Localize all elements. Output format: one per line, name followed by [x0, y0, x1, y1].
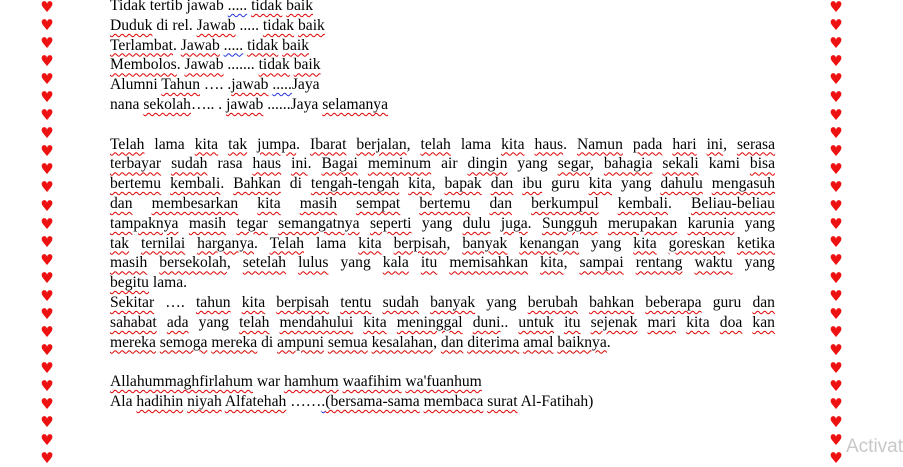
- heart-icon: ♥: [40, 358, 54, 377]
- paragraph-1: [110, 135, 775, 293]
- heart-icon: ♥: [829, 70, 843, 89]
- heart-icon: ♥: [40, 268, 54, 287]
- spelling-flag: bersekolah: [159, 254, 227, 272]
- heart-icon: ♥: [829, 232, 843, 251]
- text-line: tak ternilai harganya. Telah lama kita berpisah, banyak kenangan yang kita goreskan ketika: [110, 234, 776, 252]
- spelling-flag: memisahkan: [449, 254, 529, 272]
- heart-icon: ♥: [829, 160, 843, 179]
- spelling-flag: jawab: [226, 95, 264, 113]
- spelling-flag: ada: [166, 313, 189, 331]
- text-line: Alumni Tahun …. .jawab .....Jaya: [110, 76, 320, 94]
- grammar-flag: .....: [223, 36, 244, 54]
- spelling-flag: Duduk: [110, 16, 153, 34]
- spelling-flag: kembali: [170, 175, 221, 193]
- heart-icon: ♥: [40, 304, 54, 323]
- spelling-flag: rentang: [635, 254, 683, 272]
- heart-icon: ♥: [829, 214, 843, 233]
- spelling-flag: bahagia: [603, 155, 653, 173]
- spelling-flag: kita: [363, 313, 387, 331]
- heart-icon: ♥: [829, 322, 843, 341]
- spelling-flag: mari: [647, 313, 677, 331]
- spelling-flag: berjalan: [356, 135, 407, 153]
- heart-icon: ♥: [829, 340, 843, 359]
- heart-icon: ♥: [40, 178, 54, 197]
- spelling-flag: lulus: [298, 254, 329, 272]
- spelling-flag: Jawab: [196, 16, 236, 34]
- heart-icon: ♥: [40, 34, 54, 53]
- heart-icon: ♥: [829, 413, 843, 432]
- spelling-flag: haus: [252, 155, 282, 173]
- spelling-flag: baik: [293, 56, 321, 74]
- heart-icon: ♥: [40, 431, 54, 450]
- spelling-flag: begitu: [110, 274, 149, 292]
- spelling-flag: Terlambat: [110, 36, 173, 54]
- spelling-flag: goreskan: [668, 234, 725, 252]
- heart-icon: ♥: [829, 358, 843, 377]
- heart-icon: ♥: [40, 160, 54, 179]
- spelling-flag: Jawab: [180, 36, 220, 54]
- document-body[interactable]: [110, 0, 775, 412]
- spelling-flag: tidak: [251, 0, 283, 14]
- spelling-flag: Membolos: [110, 56, 177, 74]
- spelling-flag: kita: [588, 175, 613, 193]
- grammar-flag: .....: [227, 0, 248, 14]
- text-line: masih bersekolah, setelah lulus yang kala itu memisahkan kita, sampai rentang waktu yang: [110, 254, 775, 272]
- spelling-flag: (bersama-sama: [325, 392, 420, 410]
- spelling-flag: terbayar: [110, 155, 162, 173]
- heart-icon: ♥: [40, 449, 54, 467]
- heart-icon: ♥: [829, 449, 843, 467]
- spelling-flag: niyah: [187, 392, 222, 410]
- spelling-flag: sempat: [356, 194, 401, 212]
- text-line: Membolos. Jawab ....... tidak baik: [110, 56, 321, 74]
- spelling-flag: ini: [291, 155, 308, 173]
- spelling-flag: duni: [472, 313, 501, 331]
- spelling-flag: kita: [540, 254, 564, 272]
- heart-icon: ♥: [829, 16, 843, 35]
- spelling-flag: semua: [327, 333, 368, 351]
- spelling-flag: seperti: [369, 214, 412, 232]
- heart-icon: ♥: [40, 232, 54, 251]
- spelling-flag: itu: [564, 313, 581, 331]
- spelling-flag: dan: [489, 194, 513, 212]
- spelling-flag: kita: [501, 135, 525, 153]
- spelling-flag: pada: [632, 135, 663, 153]
- spelling-flag: meminum: [367, 155, 432, 173]
- spelling-flag: karunia: [687, 214, 735, 232]
- spelling-flag: waafihim: [342, 373, 402, 391]
- spelling-flag: telah: [239, 313, 270, 331]
- left-heart-border: [39, 0, 55, 467]
- spelling-flag: kenangan: [519, 234, 580, 252]
- spelling-flag: hamhum: [284, 373, 339, 391]
- spelling-flag: jawab: [231, 76, 269, 94]
- heart-icon: ♥: [829, 395, 843, 414]
- heart-icon: ♥: [829, 250, 843, 269]
- spelling-flag: sejenak: [590, 313, 638, 331]
- text-line: bertemu kembali. Bahkan di tengah-tengah kita, bapak dan ibu guru kita yang dahulu mengasuh: [110, 175, 776, 193]
- spelling-flag: jumpa: [257, 135, 297, 153]
- spelling-flag: dulu: [462, 214, 491, 232]
- heart-icon: ♥: [829, 142, 843, 161]
- text-line: Telah lama kita tak jumpa. Ibarat berjalan, telah lama kita haus. Namun pada hari ini, serasa: [110, 135, 776, 153]
- heart-icon: ♥: [829, 268, 843, 287]
- blank-line: [110, 115, 775, 135]
- spelling-flag: setelah: [242, 254, 287, 272]
- top-lines: [110, 0, 775, 115]
- text-line: terbayar sudah rasa haus ini. Bagai meminum air dingin yang segar, bahagia sekali kami bisa: [110, 155, 776, 173]
- spelling-flag: mereka: [110, 333, 156, 351]
- spelling-flag: kita: [633, 234, 657, 252]
- grammar-flag: .: [321, 392, 326, 410]
- heart-icon: ♥: [829, 304, 843, 323]
- spelling-flag: tidak: [258, 56, 290, 74]
- blank-line: [110, 352, 775, 372]
- spelling-flag: Allahummaghfirlahum: [110, 373, 253, 391]
- spelling-flag: bertemu: [110, 175, 162, 193]
- spelling-flag: banyak: [430, 293, 476, 311]
- spelling-flag: kita: [194, 135, 219, 153]
- spelling-flag: itu: [420, 254, 438, 272]
- text-line: mereka semoga mereka di ampuni semua kesalahan, dan diterima amal baiknya.: [110, 333, 611, 351]
- right-heart-border: [828, 0, 844, 467]
- heart-icon: ♥: [40, 395, 54, 414]
- spelling-flag: bahkan: [589, 293, 635, 311]
- heart-icon: ♥: [40, 413, 54, 432]
- spelling-flag: Telah: [110, 135, 145, 153]
- spelling-flag: tampaknya: [110, 214, 179, 232]
- text-line: dan membesarkan kita masih sempat bertemu dan berkumpul kembali. Beliau-beliau: [110, 194, 775, 212]
- spelling-flag: kita: [686, 313, 710, 331]
- text-line: Terlambat. Jawab ..... tidak baik: [110, 36, 310, 54]
- heart-icon: ♥: [40, 322, 54, 341]
- heart-icon: ♥: [40, 340, 54, 359]
- spelling-flag: kita: [408, 175, 432, 193]
- spelling-flag: dahulu: [660, 175, 703, 193]
- spelling-flag: Jawab: [184, 56, 224, 74]
- spelling-flag: sekali: [662, 155, 699, 173]
- spelling-flag: berpisah: [276, 293, 330, 311]
- spelling-flag: untuk: [518, 313, 554, 331]
- heart-icon: ♥: [829, 376, 843, 395]
- spelling-flag: masih: [188, 214, 227, 232]
- spelling-flag: banyak: [462, 234, 508, 252]
- spelling-flag: beberapa: [645, 293, 702, 311]
- spelling-flag: tengah-tengah: [310, 175, 400, 193]
- spelling-flag: juga: [500, 214, 528, 232]
- spelling-flag: ibu: [522, 175, 543, 193]
- spelling-flag: mengasuh: [711, 175, 776, 193]
- spelling-flag: Ibarat: [310, 135, 347, 153]
- heart-icon: ♥: [40, 70, 54, 89]
- heart-icon: ♥: [40, 16, 54, 35]
- heart-icon: ♥: [829, 34, 843, 53]
- spelling-flag: tegar: [236, 214, 268, 232]
- spelling-flag: baik: [286, 0, 314, 14]
- spelling-flag: dan: [440, 333, 464, 351]
- spelling-flag: mereka: [211, 333, 258, 351]
- spelling-flag: tidak: [262, 16, 295, 34]
- text-line: Sekitar …. tahun kita berpisah tentu sudah banyak yang berubah bahkan beberapa guru dan: [110, 293, 775, 311]
- activation-watermark: Activat: [846, 436, 903, 457]
- spelling-flag: Beliau-beliau: [690, 194, 775, 212]
- spelling-flag: tidak: [247, 36, 279, 54]
- spelling-flag: serasa: [736, 135, 776, 153]
- spelling-flag: tentu: [340, 293, 372, 311]
- spelling-flag: membaca: [423, 392, 484, 410]
- spelling-flag: sekolah: [143, 95, 191, 113]
- spelling-flag: berubah: [527, 293, 578, 311]
- grammar-flag: .....: [272, 76, 292, 94]
- heart-icon: ♥: [40, 0, 54, 16]
- spelling-flag: ketika: [736, 234, 776, 252]
- spelling-flag: kita: [358, 234, 382, 252]
- spelling-flag: meninggal: [396, 313, 463, 331]
- spelling-flag: sudah: [171, 155, 208, 173]
- closing-prayer: [110, 372, 775, 412]
- text-line: tampaknya masih tegar semangatnya seperti yang dulu juga. Sungguh merupakan karunia yang: [110, 214, 776, 232]
- spelling-flag: ternilai: [141, 234, 186, 252]
- heart-icon: ♥: [829, 286, 843, 305]
- heart-icon: ♥: [829, 124, 843, 143]
- spelling-flag: baiknya: [557, 333, 607, 351]
- text-line: Ala hadihin niyah Alfatehah …….(bersama-sama membaca surat Al-Fatihah): [110, 392, 594, 410]
- text-line: Tidak tertib jawab ..... tidak baik: [110, 0, 775, 16]
- spelling-flag: baik: [282, 36, 310, 54]
- spelling-flag: Bagai: [321, 155, 358, 173]
- spelling-flag: haus: [534, 135, 564, 153]
- heart-icon: ♥: [829, 196, 843, 215]
- heart-icon: ♥: [829, 88, 843, 107]
- spelling-flag: sudah: [382, 293, 419, 311]
- spelling-flag: surat: [487, 392, 518, 410]
- spelling-flag: wa'fuanhum: [405, 373, 482, 391]
- heart-icon: ♥: [40, 196, 54, 215]
- spelling-flag: ampuni: [277, 333, 324, 351]
- spelling-flag: bertemu: [419, 194, 471, 212]
- spelling-flag: Sungguh: [541, 214, 598, 232]
- spelling-flag: tak: [228, 135, 248, 153]
- spelling-flag: Tahun: [161, 76, 201, 94]
- spelling-flag: kan: [752, 313, 775, 331]
- heart-icon: ♥: [40, 142, 54, 161]
- heart-icon: ♥: [829, 178, 843, 197]
- heart-icon: ♥: [829, 106, 843, 125]
- spelling-flag: dan: [752, 293, 775, 311]
- spelling-flag: diterima: [467, 333, 520, 351]
- paragraph-2: [110, 293, 775, 352]
- spelling-flag: kembali: [617, 194, 668, 212]
- spelling-flag: kita: [241, 293, 266, 311]
- spelling-flag: sahabat: [110, 313, 157, 331]
- text-line: Duduk di rel. Jawab ..... tidak baik: [110, 16, 325, 34]
- spelling-flag: segar: [557, 155, 590, 173]
- heart-icon: ♥: [40, 124, 54, 143]
- spelling-flag: sampai: [579, 254, 624, 272]
- spelling-flag: bapak: [444, 175, 482, 193]
- text-line: sahabat ada yang telah mendahului kita meninggal duni.. untuk itu sejenak mari kita doa kan: [110, 313, 775, 331]
- spelling-flag: harganya: [197, 234, 255, 252]
- spelling-flag: semoga: [159, 333, 208, 351]
- spelling-flag: bisa: [749, 155, 776, 173]
- heart-icon: ♥: [40, 286, 54, 305]
- heart-icon: ♥: [40, 376, 54, 395]
- heart-icon: ♥: [40, 106, 54, 125]
- spelling-flag: ini: [706, 135, 724, 153]
- heart-icon: ♥: [40, 250, 54, 269]
- spelling-flag: telah: [420, 135, 451, 153]
- spelling-flag: masih: [299, 194, 337, 212]
- heart-icon: ♥: [829, 431, 843, 450]
- spelling-flag: baik: [298, 16, 325, 34]
- spelling-flag: semangatnya: [278, 214, 360, 232]
- spelling-flag: kita: [257, 194, 281, 212]
- spelling-flag: waktu: [694, 254, 733, 272]
- spelling-flag: merupakan: [607, 214, 678, 232]
- spelling-flag: kesalahan: [371, 333, 434, 351]
- text-line: begitu lama.: [110, 274, 188, 292]
- spelling-flag: kala: [382, 254, 409, 272]
- spelling-flag: Alfatehah: [224, 392, 287, 410]
- spelling-flag: dan: [110, 194, 133, 212]
- text-line: Allahummaghfirlahum war hamhum waafihim wa'fuanhum: [110, 373, 482, 391]
- spelling-flag: Bahkan: [233, 175, 281, 193]
- spelling-flag: mendahului: [279, 313, 354, 331]
- heart-icon: ♥: [829, 0, 843, 16]
- spelling-flag: membesarkan: [151, 194, 239, 212]
- heart-icon: ♥: [829, 52, 843, 71]
- spelling-flag: tahun: [195, 293, 231, 311]
- heart-icon: ♥: [40, 52, 54, 71]
- heart-icon: ♥: [40, 214, 54, 233]
- spelling-flag: berkumpul: [531, 194, 599, 212]
- spelling-flag: tak: [110, 234, 130, 252]
- heart-icon: ♥: [40, 88, 54, 107]
- spelling-flag: Namun: [577, 135, 623, 153]
- spelling-flag: berpisah: [393, 234, 447, 252]
- spelling-flag: amal: [523, 333, 554, 351]
- spelling-flag: dan: [490, 175, 514, 193]
- spelling-flag: selamanya: [322, 95, 389, 113]
- spelling-flag: doa: [719, 313, 743, 331]
- spelling-flag: hari: [672, 135, 697, 153]
- spelling-flag: hadihin: [136, 392, 184, 410]
- spelling-flag: Telah: [269, 234, 305, 252]
- spelling-flag: dingin: [467, 155, 508, 173]
- spelling-flag: masih: [110, 254, 148, 272]
- spelling-flag: Sekitar: [110, 293, 155, 311]
- text-line: nana sekolah….. . jawab ......Jaya selamanya: [110, 95, 389, 113]
